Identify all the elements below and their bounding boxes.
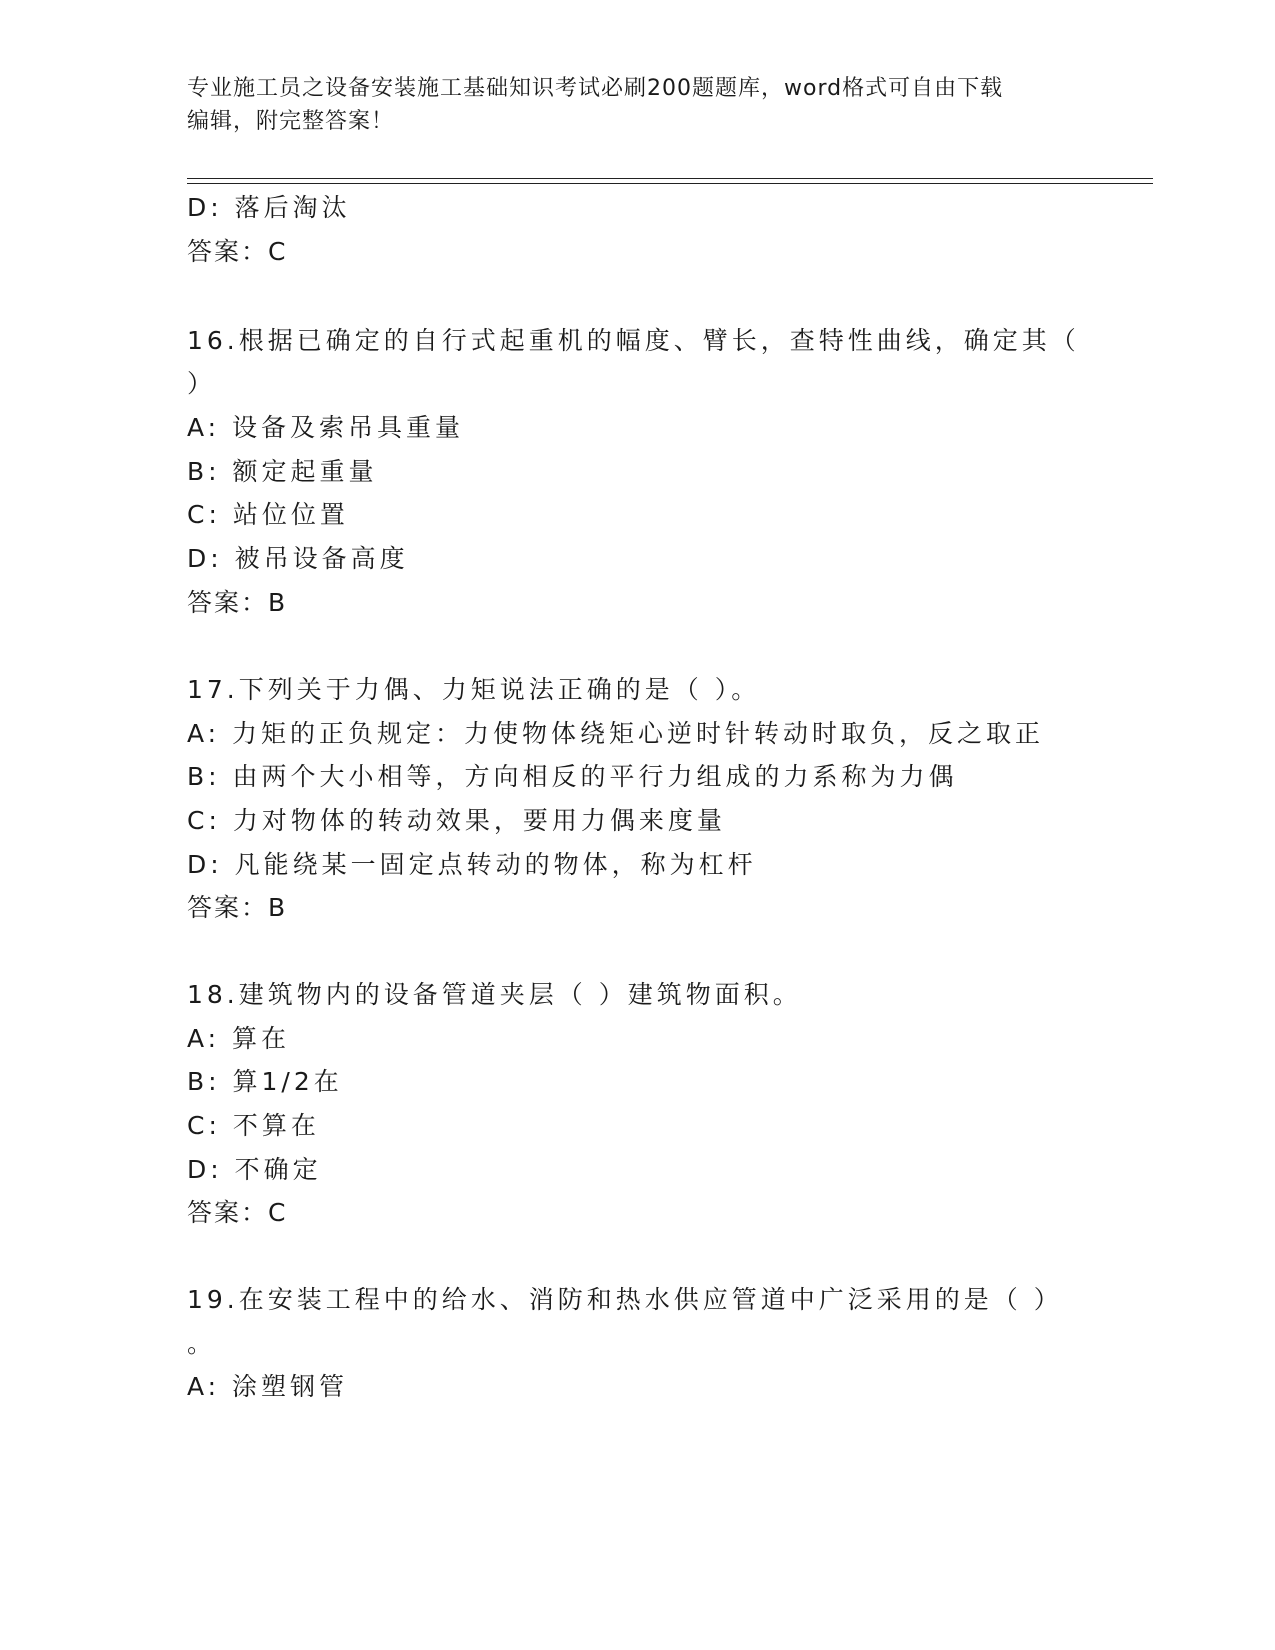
q16-stem-line1: 16.根据已确定的自行式起重机的幅度、臂长，查特性曲线，确定其（ [187,326,1080,355]
q17-option-b: B: 由两个大小相等，方向相反的平行力组成的力系称为力偶 [187,762,958,791]
q16-option-a: A: 设备及索吊具重量 [187,413,465,442]
q16-stem-line2: ） [187,369,217,398]
q17-stem: 17.下列关于力偶、力矩说法正确的是（ ）。 [187,675,761,704]
q18-option-c: C: 不算在 [187,1111,320,1140]
q18-option-d: D: 不确定 [187,1155,322,1184]
q18-stem: 18.建筑物内的设备管道夹层（ ）建筑物面积。 [187,980,802,1009]
header-divider-bottom [187,183,1153,184]
q18-option-b: B: 算1/2在 [187,1067,343,1096]
q16-option-d: D: 被吊设备高度 [187,544,409,573]
header-title-line1: 专业施工员之设备安装施工基础知识考试必刷200题题库，word格式可自由下载 [187,76,1004,101]
q16-option-b: B: 额定起重量 [187,457,378,486]
q16-option-c: C: 站位位置 [187,500,349,529]
q17-option-c: C: 力对物体的转动效果，要用力偶来度量 [187,806,726,835]
q15-answer: 答案：C [187,237,288,266]
q19-stem-line2: 。 [187,1329,217,1358]
q18-answer: 答案：C [187,1198,288,1227]
header-title-line2: 编辑，附完整答案！ [187,109,395,134]
q19-option-a: A: 涂塑钢管 [187,1372,349,1401]
q16-answer: 答案：B [187,588,288,617]
page-header [187,72,1067,138]
header-divider-top [187,178,1153,179]
q17-option-a: A: 力矩的正负规定：力使物体绕矩心逆时针转动时取负，反之取正 [187,719,1045,748]
q17-answer: 答案：B [187,893,288,922]
q15-option-d: D: 落后淘汰 [187,193,351,222]
q18-option-a: A: 算在 [187,1024,291,1053]
q17-option-d: D: 凡能绕某一固定点转动的物体，称为杠杆 [187,850,757,879]
q19-stem-line1: 19.在安装工程中的给水、消防和热水供应管道中广泛采用的是（ ） [187,1285,1063,1314]
